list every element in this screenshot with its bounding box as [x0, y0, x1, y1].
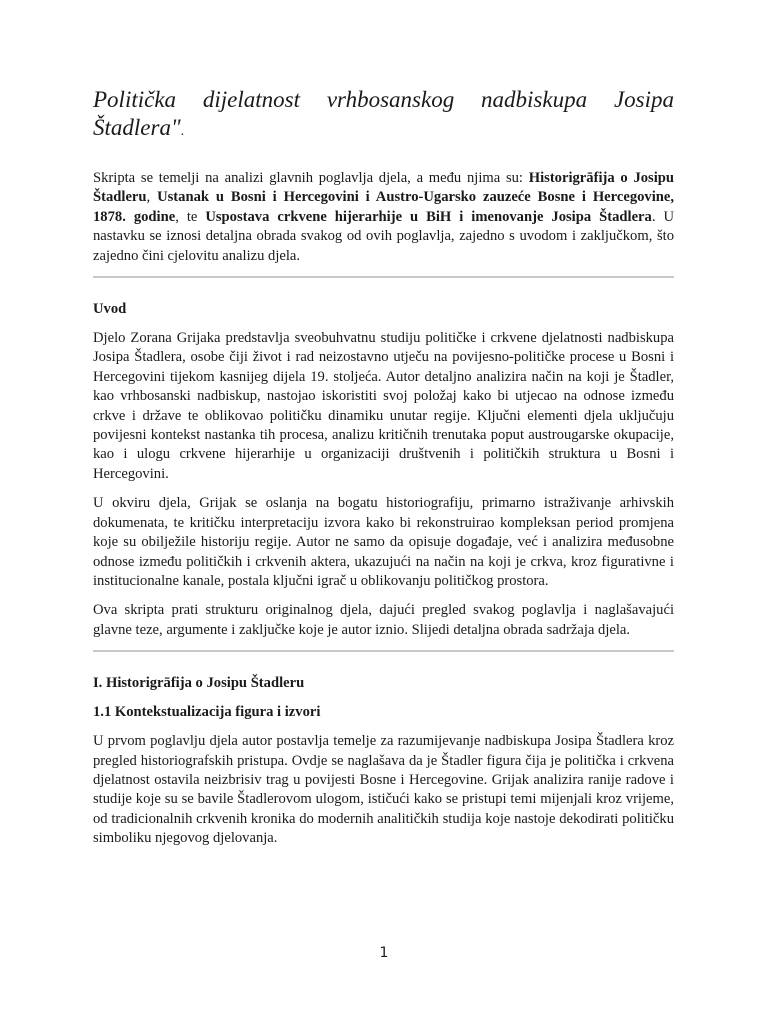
- section-divider: [93, 650, 674, 652]
- intro-chapter-2: Ustanak u Bosni i Hercegovini i Austro-Ugarsko zauzeće Bosne i Hercegovine, 1878. godine: [93, 189, 675, 225]
- document-title-dot: .: [180, 124, 185, 139]
- uvod-paragraph-1: Djelo Zorana Grijaka predstavlja sveobuhvatnu studiju političke i crkvene djelatnosti nadbiskupa Josipa Štadlera, osobe čiji život i rad neizostavno utječu na povijesno-političke procese u Bosni i Hercegovini tijekom kasnijeg dijela 19. stoljeća. Autor detaljno analizira način na koji je Štadler, kao vrhbosanski nadbiskup, nastojao iskoristiti svoj položaj kako bi utjecao na odnose između crkve i države te oblikovao političku dinamiku unutar regije. Ključni elementi djela uključuju povijesni kontekst nastanka tih procesa, analizu kritičnih trenutaka poput austrougarske okupacije, kao i ulogu crkvene hijerarhije u organizaciji društvenih i političkih struktura u Bosni i Hercegovini.: [93, 330, 674, 482]
- intro-text: . U nastavku se iznosi detaljna obrada svakog od ovih poglavlja, zajedno s uvodom i zaključkom, što zajedno čini cjelovitu analizu djela.: [93, 208, 674, 264]
- uvod-heading: Uvod: [93, 301, 127, 318]
- section-1-heading: I. Historigrāfija o Josipu Štadleru: [93, 675, 305, 692]
- page-number: 1: [379, 945, 389, 961]
- document-title: [93, 86, 674, 146]
- intro-chapter-1: Historigrāfija o Josipu Štadleru: [93, 170, 675, 206]
- section-1-1-heading: 1.1 Kontekstualizacija figura i izvori: [93, 704, 321, 721]
- intro-text: ,: [146, 189, 158, 206]
- intro-text: Skripta se temelji na analizi glavnih poglavlja djela, a među njima su:: [93, 170, 529, 186]
- uvod-paragraph-3: Ova skripta prati strukturu originalnog djela, dajući pregled svakog poglavlja i naglašavajući glavne teze, argumente i zaključke koje je autor iznio. Slijedi detaljna obrada sadržaja djela.: [93, 602, 674, 638]
- intro-chapter-3: Uspostava crkvene hijerarhije u BiH i imenovanje Josipa Štadlera: [205, 208, 652, 225]
- intro-paragraph: [93, 169, 674, 266]
- uvod-paragraph-2: U okviru djela, Grijak se oslanja na bogatu historiografiju, primarno istraživanje arhivskih dokumenata, te kritičku interpretaciju izvora kako bi rekonstruirao kompleksan period promjena koje su obilježile historiju regije. Autor ne samo da opisuje događaje, već i analizira međusobne odnose između političkih i crkvenih aktera, ukazujući na način na koji je crkva, kroz figurativne i institucionalne kanale, postala ključni igrač u oblikovanju političkog prostora.: [93, 495, 674, 589]
- document-title-text: Politička dijelatnost vrhbosanskog nadbiskupa Josipa Štadlera": [93, 87, 674, 140]
- intro-text: , te: [175, 208, 206, 225]
- section-1-1-paragraph: U prvom poglavlju djela autor postavlja temelje za razumijevanje nadbiskupa Josipa Štadlera kroz pregled historiografskih pristupa. Ovdje se naglašava da je Štadler figura čija je politička i crkvena djelatnost ostavila neizbrisiv trag u povijesti Bosne i Hercegovine. Grijak analizira ranije radove i studije koje su se bavile Štadlerovom ulogom, ističući kako se pristupi temi mijenjali kroz vrijeme, od tradicionalnih crkvenih kronika do modernih analitičkih studija koje nastoje dekodirati političku simboliku njegovog djelovanja.: [93, 733, 674, 847]
- section-divider: [93, 276, 674, 278]
